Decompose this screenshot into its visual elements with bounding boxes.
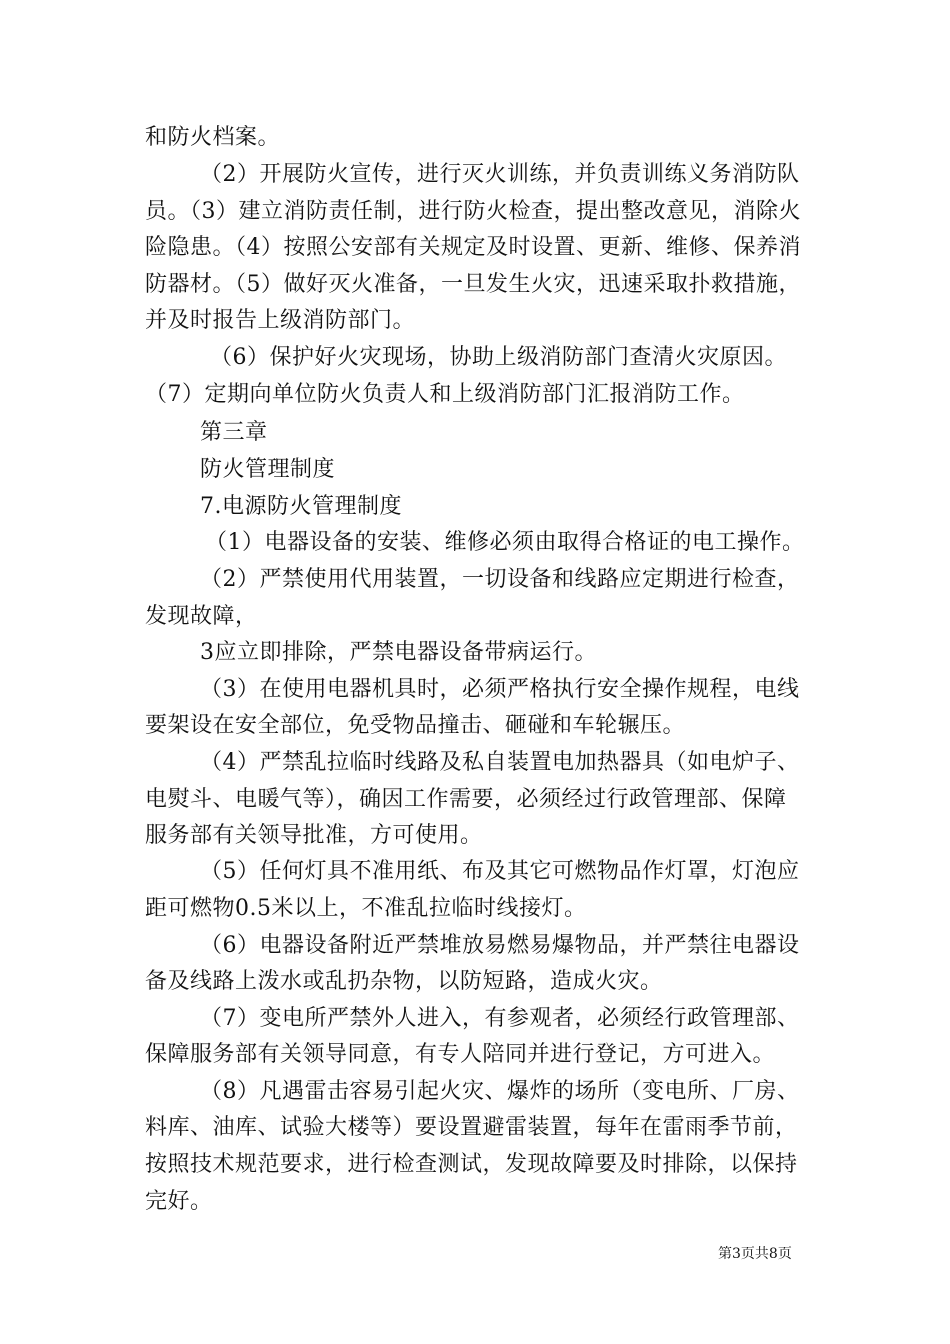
text-line: 和防火档案。 bbox=[145, 125, 281, 150]
text-line: （7）变电所严禁外人进入，有参观者，必须经行政管理部、 bbox=[200, 1006, 800, 1031]
text-line: （8）凡遇雷击容易引起火灾、爆炸的场所（变电所、厂房、 bbox=[200, 1079, 800, 1104]
text-line: 员。（3）建立消防责任制，进行防火检查，提出整改意见，消除火 bbox=[145, 199, 801, 224]
text-line: 险隐患。（4）按照公安部有关规定及时设置、更新、维修、保养消 bbox=[145, 235, 801, 260]
text-line: 保障服务部有关领导同意，有专人陪同并进行登记，方可进入。 bbox=[145, 1042, 776, 1067]
text-line: （3）在使用电器机具时，必须严格执行安全操作规程，电线 bbox=[200, 677, 800, 702]
text-line: （4）严禁乱拉临时线路及私自装置电加热器具（如电炉子、 bbox=[200, 750, 800, 775]
text-line: （2）开展防火宣传，进行灭火训练，并负责训练义务消防队 bbox=[200, 162, 800, 187]
text-line: 完好。 bbox=[145, 1189, 213, 1214]
text-line: 要架设在安全部位，免受物品撞击、砸碰和车轮辗压。 bbox=[145, 713, 686, 738]
text-line: （6）电器设备附近严禁堆放易燃易爆物品，并严禁往电器设 bbox=[200, 933, 800, 958]
text-line: （2）严禁使用代用装置，一切设备和线路应定期进行检查， bbox=[200, 567, 800, 592]
text-line: 3应立即排除，严禁电器设备带病运行。 bbox=[200, 640, 597, 665]
text-line: （6）保护好火灾现场，协助上级消防部门查清火灾原因。 bbox=[210, 345, 787, 370]
text-line: 并及时报告上级消防部门。 bbox=[145, 308, 416, 333]
text-line: （1）电器设备的安装、维修必须由取得合格证的电工操作。 bbox=[205, 530, 805, 555]
text-line: 发现故障， bbox=[145, 604, 258, 629]
text-line: （7）定期向单位防火负责人和上级消防部门汇报消防工作。 bbox=[145, 382, 745, 407]
text-line: （5）任何灯具不准用纸、布及其它可燃物品作灯罩，灯泡应 bbox=[200, 859, 800, 884]
chapter-heading: 第三章 bbox=[200, 420, 268, 445]
text-line: 距可燃物0.5米以上，不准乱拉临时线接灯。 bbox=[145, 896, 587, 921]
text-line: 电熨斗、电暖气等），确因工作需要，必须经过行政管理部、保障 bbox=[145, 787, 787, 812]
text-line: 服务部有关领导批准，方可使用。 bbox=[145, 823, 483, 848]
text-line: 备及线路上泼水或乱扔杂物，以防短路，造成火灾。 bbox=[145, 969, 663, 994]
text-line: 防器材。（5）做好灭火准备，一旦发生火灾，迅速采取扑救措施， bbox=[145, 272, 801, 297]
text-line: 料库、油库、试验大楼等）要设置避雷装置，每年在雷雨季节前， bbox=[145, 1115, 798, 1140]
text-line: 按照技术规范要求，进行检查测试，发现故障要及时排除，以保持 bbox=[145, 1152, 798, 1177]
page-number: 第3页共8页 bbox=[718, 1246, 792, 1262]
subsection-title: 7.电源防火管理制度 bbox=[200, 494, 402, 519]
section-title: 防火管理制度 bbox=[200, 457, 336, 482]
